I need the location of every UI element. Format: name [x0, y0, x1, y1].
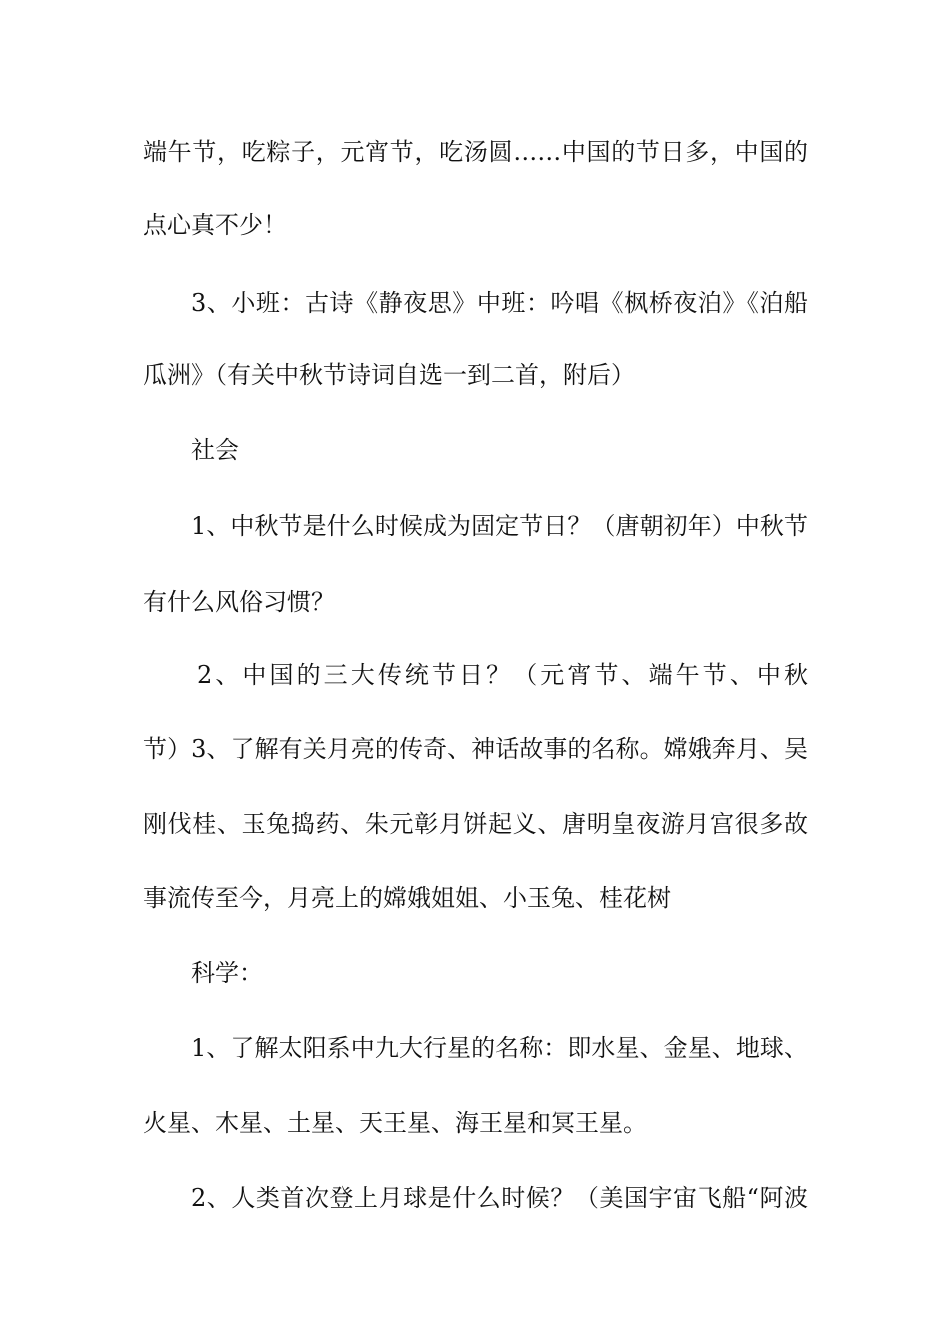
text-line-3: 3、小班：古诗《静夜思》中班：吟唱《枫桥夜泊》《泊船	[191, 289, 808, 317]
text-line-11: 事流传至今，月亮上的嫦娥姐姐、小玉兔、桂花树	[143, 884, 671, 912]
text-line-8: 2、中国的三大传统节日？（元宵节、端午节、中秋	[197, 661, 808, 689]
text-line-13: 1、了解太阳系中九大行星的名称：即水星、金星、地球、	[191, 1034, 808, 1062]
text-line-9: 节）3、了解有关月亮的传奇、神话故事的名称。嫦娥奔月、吴	[143, 735, 808, 763]
text-line-14: 火星、木星、土星、天王星、海王星和冥王星。	[143, 1109, 647, 1137]
section-heading-science: 科学：	[191, 959, 263, 987]
text-line-2: 点心真不少！	[143, 211, 287, 239]
text-line-4: 瓜洲》（有关中秋节诗词自选一到二首，附后）	[143, 361, 635, 389]
section-heading-social: 社会	[191, 436, 239, 464]
text-line-6: 1、中秋节是什么时候成为固定节日？（唐朝初年）中秋节	[191, 512, 808, 540]
text-line-15: 2、人类首次登上月球是什么时候？（美国宇宙飞船“阿波	[191, 1184, 808, 1212]
text-line-10: 刚伐桂、玉兔捣药、朱元彰月饼起义、唐明皇夜游月宫很多故	[143, 810, 808, 838]
text-line-7: 有什么风俗习惯？	[143, 588, 335, 616]
text-line-1: 端午节，吃粽子，元宵节，吃汤圆……中国的节日多，中国的	[143, 138, 808, 166]
